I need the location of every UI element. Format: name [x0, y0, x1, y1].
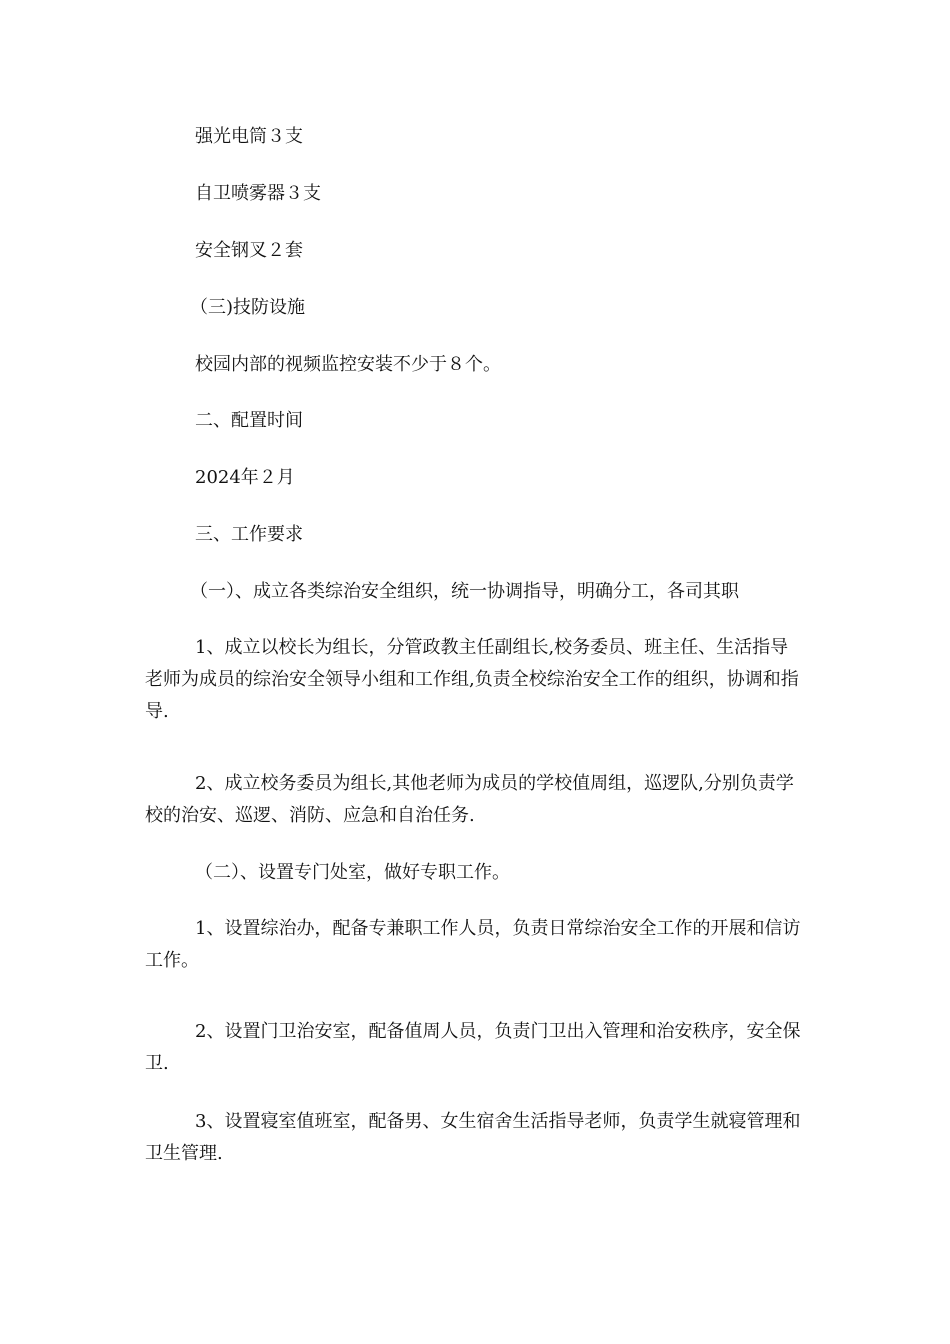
paragraph-gate-security: 2、设置门卫治安室，配备值周人员，负责门卫出入管理和治安秩序，安全保卫. [145, 1021, 801, 1074]
paragraph-comprehensive-office: 1、设置综治办，配备专兼职工作人员，负责日常综治安全工作的开展和信访工作。 [145, 918, 801, 971]
paragraph-tech-facilities: （三)技防设施 [190, 297, 306, 318]
paragraph-duty-group: 2、成立校务委员为组长,其他老师为成员的学校值周组，巡逻队,分别负责学校的治安、巡逻、消防、应急和自治任务. [145, 773, 794, 826]
subheading-organizations: （一）、成立各类综治安全组织，统一协调指导，明确分工，各司其职 [190, 581, 739, 602]
subheading-special-offices: （二）、设置专门处室，做好专职工作。 [195, 862, 510, 883]
paragraph-flashlight: 强光电筒３支 [195, 126, 303, 147]
paragraph-date: 2024年２月 [195, 467, 295, 488]
section-heading-config-time: 二、配置时间 [195, 410, 303, 431]
paragraph-video-monitoring: 校园内部的视频监控安装不少于８个。 [195, 354, 501, 375]
section-heading-work-requirements: 三、工作要求 [195, 524, 303, 545]
paragraph-spray: 自卫喷雾器３支 [195, 183, 321, 204]
paragraph-leadership-group: 1、成立以校长为组长，分管政教主任副组长,校务委员、班主任、生活指导老师为成员的综治安全领导小组和工作组,负责全校综治安全工作的组织，协调和指导. [145, 637, 799, 722]
paragraph-dorm-duty: 3、设置寝室值班室，配备男、女生宿舍生活指导老师，负责学生就寝管理和卫生管理. [145, 1111, 801, 1164]
paragraph-steel-fork: 安全钢叉２套 [195, 240, 303, 261]
